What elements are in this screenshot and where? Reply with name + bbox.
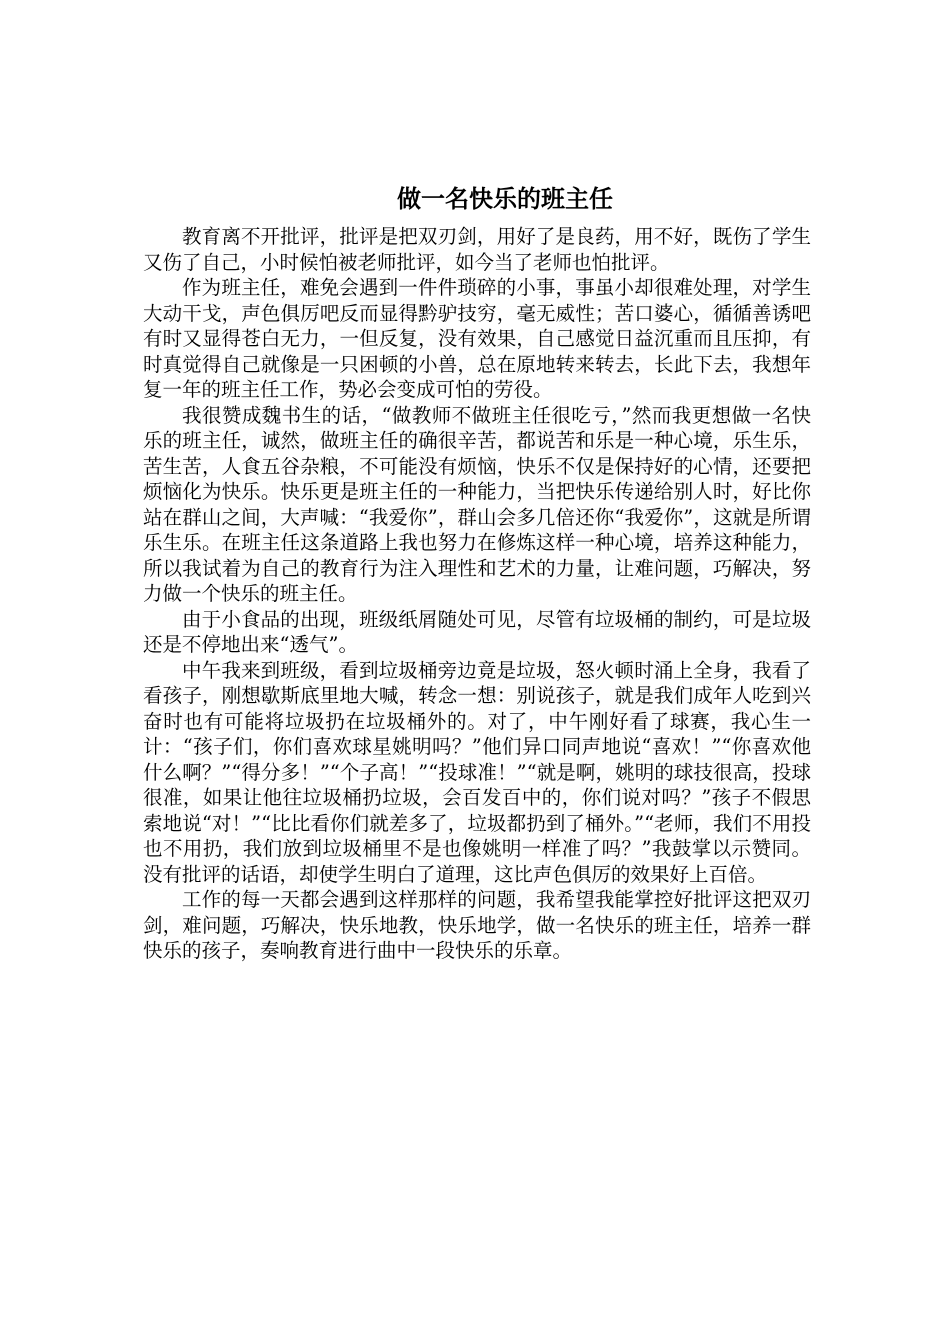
document-body [143,224,811,964]
paragraph: 教育离不开批评，批评是把双刃剑，用好了是良药，用不好，既伤了学生又伤了自己，小时候怕被老师批评，如今当了老师也怕批评。 [143,225,811,274]
paragraph: 作为班主任，难免会遇到一件件琐碎的小事，事虽小却很难处理，对学生大动干戈，声色俱厉吧反而显得黔驴技穷，毫无威性；苦口婆心，循循善诱吧有时又显得苍白无力，一但反复，没有效果，自己感觉日益沉重而且压抑，有时真觉得自己就像是一只困顿的小兽，总在原地转来转去，长此下去，我想年复一年的班主任工作，势必会变成可怕的劳役。 [143,276,811,401]
paragraph: 中午我来到班级，看到垃圾桶旁边竟是垃圾，怒火顿时涌上全身，我看了看孩子，刚想歇斯底里地大喊，转念一想：别说孩子，就是我们成年人吃到兴奋时也有可能将垃圾扔在垃圾桶外的。对了，中午刚好看了球赛，我心生一计：“孩子们，你们喜欢球星姚明吗？”他们异口同声地说“喜欢！”“你喜欢他什么啊？”“得分多！”“个子高！”“投球准！”“就是啊，姚明的球技很高，投球很准，如果让他往垃圾桶扔垃圾，会百发百中的，你们说对吗？”孩子不假思索地说“对！”“比比看你们就差多了，垃圾都扔到了桶外。”“老师，我们不用投也不用扔，我们放到垃圾桶里不是也像姚明一样准了吗？”我鼓掌以示赞同。没有批评的话语，却使学生明白了道理，这比声色俱厉的效果好上百倍。 [143,658,811,886]
document-title: 做一名快乐的班主任 [397,185,613,213]
paragraph: 工作的每一天都会遇到这样那样的问题，我希望我能掌控好批评这把双刃剑，难问题，巧解决，快乐地教，快乐地学，做一名快乐的班主任，培养一群快乐的孩子，奏响教育进行曲中一段快乐的乐章。 [143,888,811,962]
paragraph: 由于小食品的出现，班级纸屑随处可见，尽管有垃圾桶的制约，可是垃圾还是不停地出来“透气”。 [143,607,811,656]
paragraph: 我很赞成魏书生的话，“做教师不做班主任很吃亏，”然而我更想做一名快乐的班主任，诚然，做班主任的确很辛苦，都说苦和乐是一种心境，乐生乐，苦生苦，人食五谷杂粮，不可能没有烦恼，快乐不仅是保持好的心情，还要把烦恼化为快乐。快乐更是班主任的一种能力，当把快乐传递给别人时，好比你站在群山之间，大声喊：“我爱你”，群山会多几倍还你“我爱你”，这就是所谓乐生乐。在班主任这条道路上我也努力在修炼这样一种心境，培养这种能力，所以我试着为自己的教育行为注入理性和艺术的力量，让难问题，巧解决，努力做一个快乐的班主任。 [143,403,811,605]
